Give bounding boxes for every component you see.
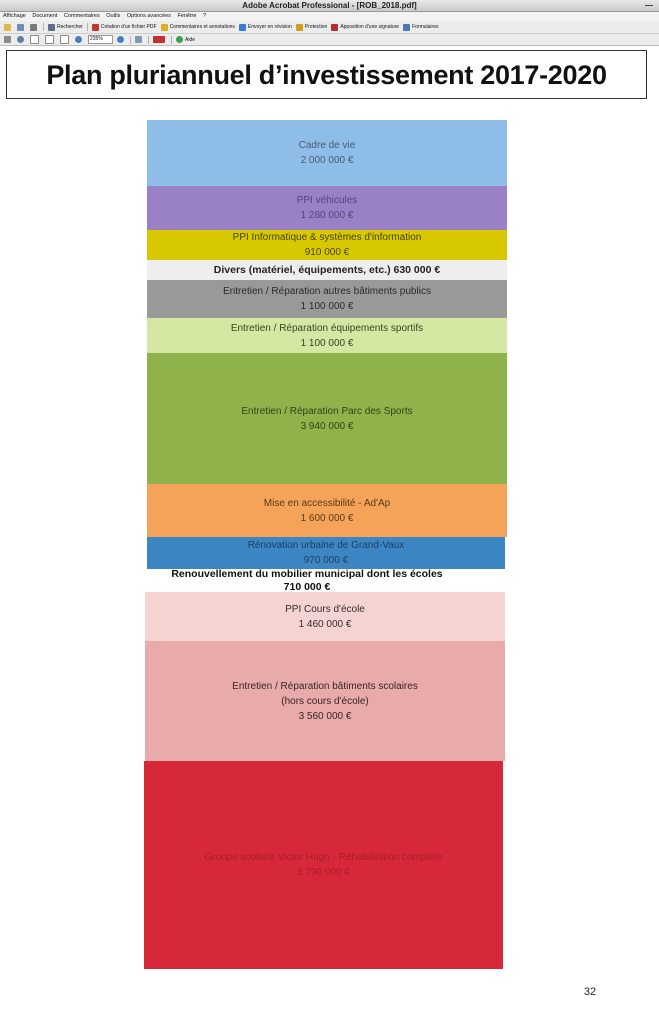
comments-label: Commentaires et annotations	[169, 24, 235, 30]
zoom-input[interactable]: 235%	[88, 35, 113, 44]
block-label: Mise en accessibilité - Ad'Ap	[263, 497, 391, 509]
block-label: Renouvellement du mobilier municipal dont les écoles	[171, 567, 443, 580]
block-amount: 3 560 000 €	[298, 710, 352, 722]
block-amount: 3 940 000 €	[300, 420, 354, 432]
block-label: Entretien / Réparation bâtiments scolaires	[232, 680, 418, 692]
block-label: Cadre de vie	[298, 140, 356, 151]
minimize-button[interactable]: —	[645, 1, 653, 10]
block-amount: 1 460 000 €	[298, 618, 352, 630]
protection-label: Protection	[304, 24, 328, 30]
investment-block	[147, 537, 505, 569]
signature-label: Apposition d'une signature	[340, 24, 400, 30]
block-label: Entretien / Réparation Parc des Sports	[241, 405, 413, 417]
block-label: Entretien / Réparation autres bâtiments publics	[223, 286, 431, 297]
block-amount: 1 100 000 €	[300, 337, 354, 349]
investment-block	[147, 280, 507, 318]
block-label: Divers (matériel, équipements, etc.) 630 000 €	[213, 263, 441, 276]
block-amount: 1 100 000 €	[300, 301, 354, 312]
investment-block	[145, 592, 505, 641]
block-sublabel: (hors cours d'école)	[281, 695, 369, 707]
menu-commentaires[interactable]: Commentaires	[63, 13, 100, 19]
create-pdf-label: Création d'un fichier PDF	[100, 24, 157, 30]
investment-block	[147, 260, 507, 280]
investment-block	[144, 761, 503, 969]
block-label: Rénovation urbaine de Grand-Vaux	[247, 540, 405, 551]
block-label: Entretien / Réparation équipements sportifs	[230, 322, 424, 334]
block-amount: 2 000 000 €	[300, 155, 354, 166]
investment-block	[147, 484, 507, 537]
menu-affichage[interactable]: Affichage	[3, 13, 26, 19]
block-amount: 710 000 €	[283, 580, 331, 593]
investment-block	[147, 120, 507, 186]
page-number: 32	[583, 986, 597, 998]
search-label: Rechercher	[57, 24, 83, 30]
menu-outils[interactable]: Outils	[106, 13, 121, 19]
send-review-label: Envoyer en révision	[247, 24, 292, 30]
investment-block	[147, 230, 507, 260]
block-amount: 5 790 000 €	[297, 867, 350, 878]
forms-label: Formulaires	[412, 24, 439, 30]
block-amount: 1 280 000 €	[300, 210, 354, 221]
block-amount: 910 000 €	[304, 247, 350, 258]
menu-help[interactable]: ?	[202, 13, 206, 19]
block-label: PPI Cours d'école	[285, 603, 365, 615]
menu-document[interactable]: Document	[32, 13, 58, 19]
investment-block	[147, 186, 507, 230]
block-label: Groupe scolaire Victor Hugo - Réhabilitation complète	[204, 852, 443, 863]
investment-block	[127, 569, 487, 592]
block-label: PPI véhicules	[296, 195, 358, 206]
investment-block	[145, 641, 505, 761]
help-label: Aide	[185, 36, 196, 43]
menu-options-avancees[interactable]: Options avancées	[126, 13, 171, 19]
block-label: PPI Informatique & systèmes d'information	[232, 232, 422, 243]
investment-block	[147, 353, 507, 484]
block-amount: 970 000 €	[303, 555, 349, 566]
document-title: Plan pluriannuel d’investissement 2017-2020	[6, 50, 647, 99]
investment-block	[147, 318, 507, 353]
block-amount: 1 600 000 €	[300, 512, 354, 524]
window-title: Adobe Acrobat Professional - [ROB_2018.pdf]	[242, 1, 417, 10]
menu-fenetre[interactable]: Fenêtre	[177, 13, 197, 19]
